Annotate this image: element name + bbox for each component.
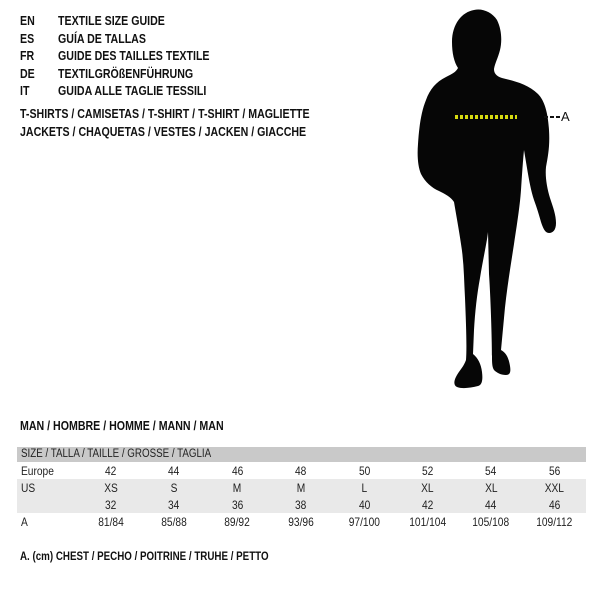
table-cell: 44 [485, 497, 497, 512]
table-cell: M [233, 480, 242, 495]
table-cell: L [361, 480, 368, 495]
table-cell: 97/100 [348, 514, 380, 529]
size-table-header-label: SIZE / TALLA / TAILLE / GRÖSSE / TAGLIA [21, 448, 212, 460]
table-cell: 81/84 [97, 514, 124, 529]
language-label: GUÍA DE TALLAS [58, 31, 146, 46]
table-cell: 46 [548, 497, 560, 512]
language-code: FR [20, 49, 35, 63]
section-title-man: MAN / HOMBRE / HOMME / MANN / MAN [20, 419, 224, 433]
language-row [20, 83, 236, 101]
table-cell: 54 [485, 463, 497, 478]
language-label: GUIDA ALLE TAGLIE TESSILI [58, 84, 207, 98]
language-row [20, 66, 236, 84]
language-row [20, 13, 236, 31]
language-label: TEXTILGRÖßENFÜHRUNG [58, 66, 194, 81]
language-code: ES [20, 31, 35, 46]
category-line-tshirts: T-SHIRTS / CAMISETAS / T-SHIRT / T-SHIRT / MAGLIETTE [20, 107, 310, 121]
table-cell: 42 [105, 463, 117, 478]
chest-measurement-dashes-icon [455, 115, 517, 119]
table-cell: 44 [168, 463, 180, 478]
table-cell: 85/88 [161, 514, 187, 529]
table-cell: 52 [421, 463, 434, 478]
footnote-chest: A. (cm) CHEST / PECHO / POITRINE / TRUHE / PETTO [20, 551, 269, 563]
table-row-us [17, 479, 586, 496]
language-label: TEXTILE SIZE GUIDE [58, 14, 165, 28]
garment-categories [20, 106, 361, 141]
language-list [20, 13, 236, 101]
size-table-header [17, 447, 586, 462]
table-cell: 36 [231, 497, 244, 512]
category-line-jackets: JACKETS / CHAQUETAS / VESTES / JACKEN / GIACCHE [20, 124, 307, 139]
measure-label-a: A [561, 109, 570, 124]
size-table [17, 447, 586, 530]
table-cell: 48 [295, 463, 307, 478]
table-cell: 56 [548, 463, 560, 478]
table-cell: M [296, 480, 306, 495]
language-row [20, 48, 236, 66]
language-code: IT [20, 84, 30, 98]
table-cell: 34 [168, 497, 180, 512]
man-silhouette [390, 4, 600, 424]
table-cell: 89/92 [224, 514, 251, 529]
table-cell: XL [421, 480, 434, 495]
language-code: EN [20, 14, 35, 28]
row-label: US [21, 480, 36, 495]
table-row-chest-cm [17, 513, 586, 530]
row-label: Europe [21, 463, 54, 478]
table-cell: 101/104 [409, 514, 446, 529]
language-row [20, 31, 236, 49]
table-cell: 38 [295, 497, 307, 512]
language-code: DE [20, 66, 35, 81]
table-cell: 109/112 [536, 514, 573, 529]
row-label: A [21, 514, 28, 529]
table-cell: 46 [231, 463, 244, 478]
table-cell: 32 [105, 497, 117, 512]
table-cell: XS [103, 480, 118, 495]
table-cell: 50 [358, 463, 370, 478]
table-cell: 93/96 [288, 514, 314, 529]
table-row-numeric [17, 496, 586, 513]
language-label: GUIDE DES TAILLES TEXTILE [58, 49, 210, 63]
table-row-europe [17, 462, 586, 479]
table-cell: S [170, 480, 178, 495]
measure-leader-dashes-icon [544, 116, 560, 118]
table-cell: 40 [358, 497, 370, 512]
table-cell: 105/108 [472, 514, 510, 529]
table-cell: XL [484, 480, 498, 495]
table-cell: XXL [544, 480, 564, 495]
table-cell: 42 [421, 497, 434, 512]
